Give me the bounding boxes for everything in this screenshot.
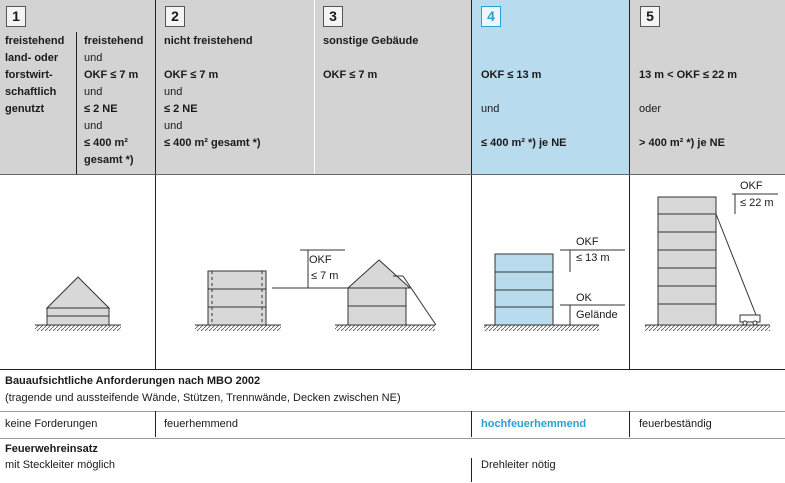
column-number-1: 1 <box>6 6 26 27</box>
house-col1 <box>35 277 121 331</box>
column-number-5: 5 <box>640 6 660 27</box>
requirements-subtitle: (tragende und aussteifende Wände, Stützen, Trennwände, Decken zwischen NE) <box>5 392 401 404</box>
req-div-1 <box>155 411 156 437</box>
col4-okf-label: OKF <box>576 236 599 248</box>
fire-left: mit Steckleiter möglich <box>5 459 116 471</box>
divider-2-3 <box>314 0 315 174</box>
column-number-4: 4 <box>481 6 501 27</box>
col1-b-text: freistehend und OKF ≤ 7 m und ≤ 2 NE und ≤ 400 m² gesamt *) <box>84 35 144 166</box>
col5-okf-label: OKF <box>740 180 763 192</box>
col2-text: nicht freistehend OKF ≤ 7 m und ≤ 2 NE und ≤ 400 m² gesamt *) <box>164 35 261 149</box>
fire-right: Drehleiter nötig <box>481 459 556 471</box>
col5-line3: > 400 m² *) je NE <box>639 137 725 149</box>
col4-height-label: ≤ 13 m <box>576 252 610 264</box>
requirements-title: Bauaufsichtliche Anforderungen nach MBO 2002 <box>5 375 261 387</box>
requirement-col2: feuerhemmend <box>164 418 238 430</box>
col3-height-label: ≤ 7 m <box>311 270 339 282</box>
req-div-3 <box>629 411 630 437</box>
fire-separator <box>0 438 785 439</box>
column-number-3: 3 <box>323 6 343 27</box>
highrise-col5 <box>645 194 778 331</box>
col4-line2: und <box>481 103 500 115</box>
col5-line2: oder <box>639 103 662 115</box>
col1-a-text: freistehend land- oder forstwirt- schaftlich genutzt <box>5 35 65 115</box>
column-number-2: 2 <box>165 6 185 27</box>
col3-okf-label: OKF <box>309 254 332 266</box>
requirement-col4: hochfeuerhemmend <box>481 418 587 430</box>
terraced-building-col2 <box>195 271 281 331</box>
col3-line1: sonstige Gebäude <box>323 35 419 47</box>
building-diagrams <box>0 175 785 369</box>
fire-div <box>471 458 472 482</box>
fire-title: Feuerwehreinsatz <box>5 443 98 455</box>
requirement-col1: keine Forderungen <box>5 418 98 430</box>
req-div-2 <box>471 411 472 437</box>
col4-line1: OKF ≤ 13 m <box>481 69 542 81</box>
col5-height-label: ≤ 22 m <box>740 197 774 209</box>
col5-line1: 13 m < OKF ≤ 22 m <box>639 69 738 81</box>
col4-ground-label-2: Gelände <box>576 309 618 321</box>
col4-ground-label-1: OK <box>576 292 592 304</box>
diagram-bottom-line <box>0 369 785 370</box>
req-separator <box>0 411 785 412</box>
house-with-ladder-col3 <box>272 250 436 331</box>
divider-1a-1b <box>76 32 77 174</box>
requirement-col5: feuerbeständig <box>639 418 712 430</box>
col3-line2: OKF ≤ 7 m <box>323 69 378 81</box>
col4-line3: ≤ 400 m² *) je NE <box>481 137 567 149</box>
